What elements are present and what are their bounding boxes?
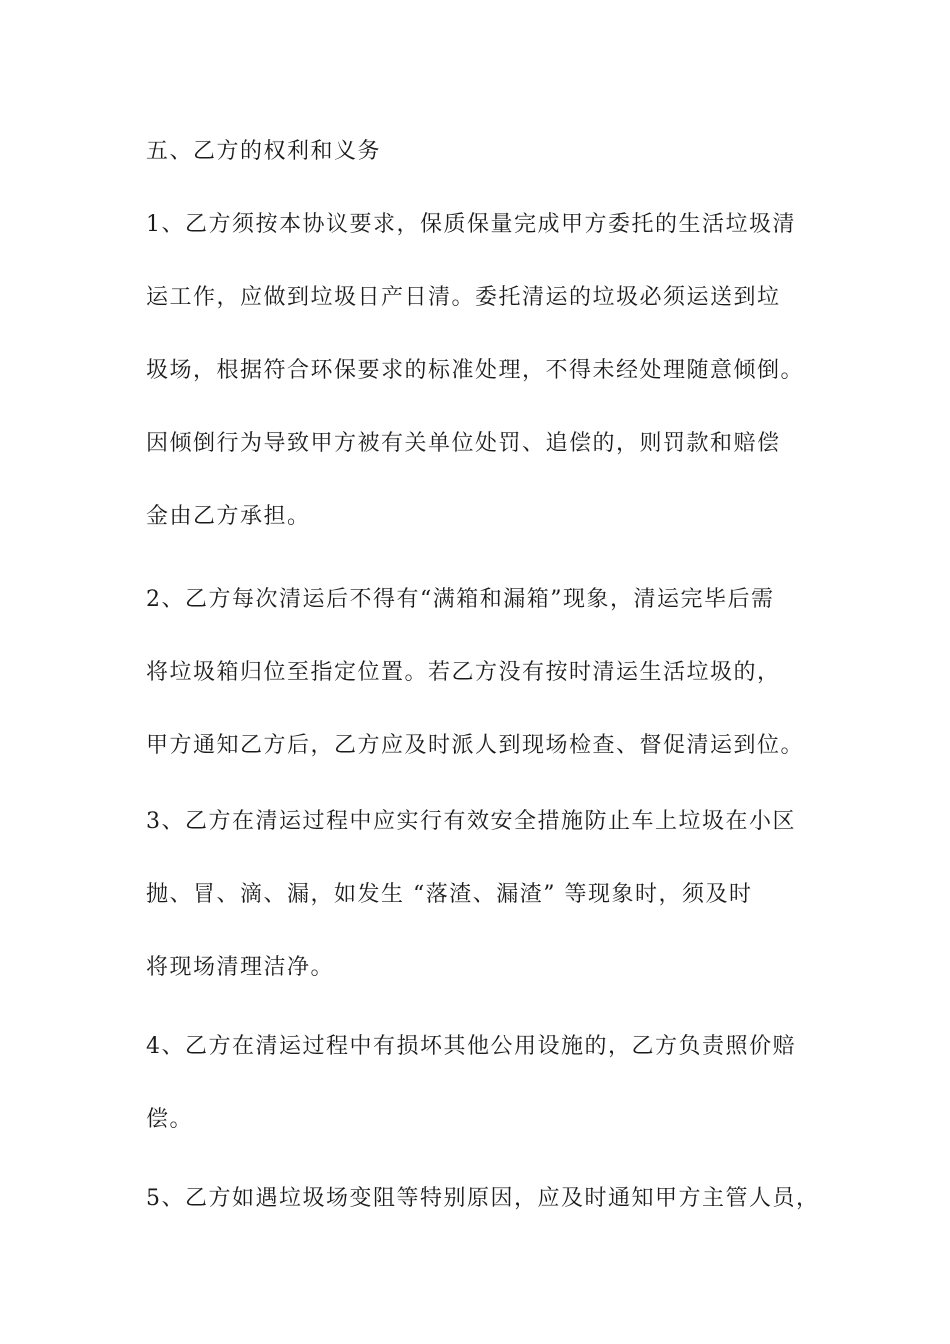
paragraph-line: 3、乙方在清运过程中应实行有效安全措施防止车上垃圾在小区 (146, 809, 796, 834)
paragraph-line: 偿。 (146, 1107, 194, 1132)
paragraph-line: 金由乙方承担。 (146, 504, 311, 529)
paragraph-line: 圾场，根据符合环保要求的标准处理，不得未经处理随意倾倒。 (146, 358, 805, 383)
paragraph-line: 5、乙方如遇垃圾场变阻等特别原因，应及时通知甲方主管人员， (146, 1186, 820, 1211)
paragraph-line: 抛、冒、滴、漏，如发生 “落渣、漏渣” 等现象时，须及时 (146, 882, 753, 907)
paragraph-line: 将垃圾箱归位至指定位置。若乙方没有按时清运生活垃圾的， (146, 660, 781, 685)
paragraph-line: 4、乙方在清运过程中有损坏其他公用设施的，乙方负责照价赔 (146, 1034, 796, 1059)
paragraph-line: 将现场清理洁净。 (146, 955, 335, 980)
section-heading: 五、乙方的权利和义务 (146, 139, 382, 164)
paragraph-line: 2、乙方每次清运后不得有“满箱和漏箱”现象，清运完毕后需 (146, 587, 775, 612)
paragraph-line: 1、乙方须按本协议要求，保质保量完成甲方委托的生活垃圾清 (146, 212, 796, 237)
paragraph-line: 因倾倒行为导致甲方被有关单位处罚、追偿的，则罚款和赔偿 (146, 431, 781, 456)
paragraph-line: 甲方通知乙方后，乙方应及时派人到现场检查、督促清运到位。 (146, 733, 805, 758)
paragraph-line: 运工作，应做到垃圾日产日清。委托清运的垃圾必须运送到垃 (146, 285, 781, 310)
